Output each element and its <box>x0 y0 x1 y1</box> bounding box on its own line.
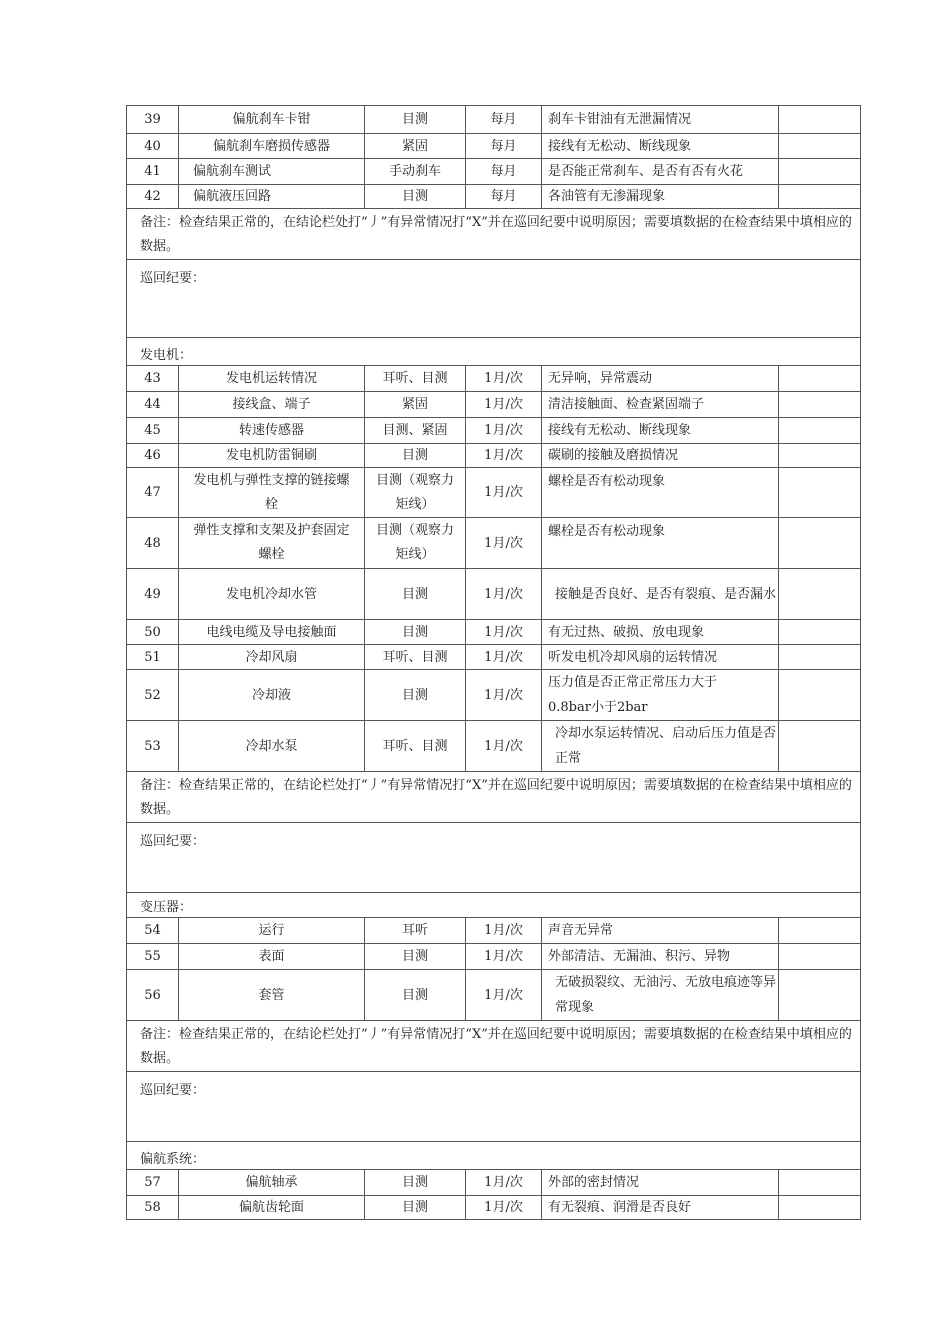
check-cycle: 1月/次 <box>466 1170 542 1196</box>
inspection-table <box>126 105 861 1220</box>
summary-row <box>127 823 861 893</box>
conclusion-cell[interactable] <box>779 444 861 468</box>
check-cycle: 1月/次 <box>466 721 542 772</box>
row-number: 43 <box>127 366 179 392</box>
conclusion-cell[interactable] <box>779 468 861 518</box>
check-cycle: 1月/次 <box>466 918 542 944</box>
section-title: 变压器： <box>127 893 861 918</box>
check-method: 耳听 <box>365 918 466 944</box>
summary-field[interactable] <box>127 1072 861 1142</box>
check-content: 刹车卡钳油有无泄漏情况 <box>542 106 779 134</box>
conclusion-cell[interactable] <box>779 185 861 209</box>
table-row <box>127 159 861 185</box>
check-cycle: 1月/次 <box>466 518 542 569</box>
check-cycle: 1月/次 <box>466 444 542 468</box>
row-number: 45 <box>127 418 179 444</box>
conclusion-cell[interactable] <box>779 106 861 134</box>
item-name: 转速传感器 <box>179 418 365 444</box>
summary-label: 巡回纪要： <box>140 271 206 286</box>
check-content: 无破损裂纹、无油污、无放电痕迹等异常现象 <box>542 970 779 1021</box>
summary-row <box>127 260 861 338</box>
row-number: 40 <box>127 134 179 159</box>
item-name: 发电机与弹性支撑的链接螺栓 <box>179 468 365 518</box>
check-cycle: 1月/次 <box>466 392 542 418</box>
section-header-row <box>127 1142 861 1170</box>
check-cycle: 1月/次 <box>466 418 542 444</box>
table-row <box>127 1196 861 1220</box>
conclusion-cell[interactable] <box>779 970 861 1021</box>
conclusion-cell[interactable] <box>779 134 861 159</box>
check-method: 耳听、目测 <box>365 645 466 670</box>
check-method: 手动刹车 <box>365 159 466 185</box>
row-number: 47 <box>127 468 179 518</box>
check-method: 紧固 <box>365 134 466 159</box>
section-title: 偏航系统： <box>127 1142 861 1170</box>
table-row <box>127 944 861 970</box>
table-row <box>127 468 861 518</box>
conclusion-cell[interactable] <box>779 944 861 970</box>
row-number: 48 <box>127 518 179 569</box>
summary-field[interactable] <box>127 260 861 338</box>
conclusion-cell[interactable] <box>779 366 861 392</box>
note-text: 备注：检查结果正常的，在结论栏处打“丿”有异常情况打“X”并在巡回纪要中说明原因；需要填数据的在检查结果中填相应的数据。 <box>127 772 861 823</box>
check-method: 目测 <box>365 944 466 970</box>
table-row <box>127 392 861 418</box>
check-method: 耳听、目测 <box>365 366 466 392</box>
conclusion-cell[interactable] <box>779 418 861 444</box>
table-row <box>127 645 861 670</box>
check-content: 接线有无松动、断线现象 <box>542 418 779 444</box>
check-cycle: 1月/次 <box>466 620 542 645</box>
check-content: 各油管有无渗漏现象 <box>542 185 779 209</box>
table-row <box>127 569 861 620</box>
table-row <box>127 418 861 444</box>
row-number: 46 <box>127 444 179 468</box>
check-content: 碳刷的接触及磨损情况 <box>542 444 779 468</box>
row-number: 54 <box>127 918 179 944</box>
row-number: 53 <box>127 721 179 772</box>
check-content: 有无过热、破损、放电现象 <box>542 620 779 645</box>
check-method: 目测 <box>365 1196 466 1220</box>
row-number: 39 <box>127 106 179 134</box>
row-number: 52 <box>127 670 179 721</box>
item-name: 偏航齿轮面 <box>179 1196 365 1220</box>
check-cycle: 1月/次 <box>466 970 542 1021</box>
item-name: 发电机冷却水管 <box>179 569 365 620</box>
summary-label: 巡回纪要： <box>140 1083 206 1098</box>
item-name: 冷却水泵 <box>179 721 365 772</box>
check-content: 外部清洁、无漏油、积污、异物 <box>542 944 779 970</box>
note-row <box>127 1021 861 1072</box>
summary-row <box>127 1072 861 1142</box>
check-cycle: 每月 <box>466 185 542 209</box>
section-header-row <box>127 893 861 918</box>
item-name: 发电机运转情况 <box>179 366 365 392</box>
table-row <box>127 721 861 772</box>
item-name: 接线盒、端子 <box>179 392 365 418</box>
conclusion-cell[interactable] <box>779 159 861 185</box>
item-name: 冷却风扇 <box>179 645 365 670</box>
item-name: 偏航轴承 <box>179 1170 365 1196</box>
check-method: 目测（观察力矩线） <box>365 518 466 569</box>
row-number: 41 <box>127 159 179 185</box>
summary-field[interactable] <box>127 823 861 893</box>
row-number: 51 <box>127 645 179 670</box>
check-method: 目测（观察力矩线） <box>365 468 466 518</box>
row-number: 49 <box>127 569 179 620</box>
check-cycle: 每月 <box>466 106 542 134</box>
row-number: 44 <box>127 392 179 418</box>
conclusion-cell[interactable] <box>779 670 861 721</box>
check-method: 目测 <box>365 444 466 468</box>
table-row <box>127 366 861 392</box>
conclusion-cell[interactable] <box>779 620 861 645</box>
table-row <box>127 134 861 159</box>
check-method: 目测 <box>365 106 466 134</box>
note-text: 备注：检查结果正常的，在结论栏处打“丿”有异常情况打“X”并在巡回纪要中说明原因；需要填数据的在检查结果中填相应的数据。 <box>127 209 861 260</box>
check-method: 目测 <box>365 569 466 620</box>
check-method: 目测、紧固 <box>365 418 466 444</box>
table-row <box>127 185 861 209</box>
check-cycle: 1月/次 <box>466 366 542 392</box>
row-number: 58 <box>127 1196 179 1220</box>
table-row <box>127 918 861 944</box>
conclusion-cell[interactable] <box>779 645 861 670</box>
check-cycle: 1月/次 <box>466 670 542 721</box>
check-cycle: 1月/次 <box>466 944 542 970</box>
item-name: 偏航液压回路 <box>179 185 365 209</box>
conclusion-cell[interactable] <box>779 518 861 569</box>
table-row <box>127 1170 861 1196</box>
row-number: 56 <box>127 970 179 1021</box>
check-method: 目测 <box>365 670 466 721</box>
table-row <box>127 518 861 569</box>
note-row <box>127 209 861 260</box>
section-header-row <box>127 338 861 366</box>
item-name: 电线电缆及导电接触面 <box>179 620 365 645</box>
note-text: 备注：检查结果正常的，在结论栏处打“丿”有异常情况打“X”并在巡回纪要中说明原因；需要填数据的在检查结果中填相应的数据。 <box>127 1021 861 1072</box>
check-method: 紧固 <box>365 392 466 418</box>
check-content: 无异响，异常震动 <box>542 366 779 392</box>
check-cycle: 1月/次 <box>466 468 542 518</box>
check-cycle: 每月 <box>466 134 542 159</box>
check-method: 目测 <box>365 1170 466 1196</box>
row-number: 57 <box>127 1170 179 1196</box>
note-row <box>127 772 861 823</box>
conclusion-cell[interactable] <box>779 569 861 620</box>
check-cycle: 每月 <box>466 159 542 185</box>
check-method: 目测 <box>365 185 466 209</box>
item-name: 偏航刹车测试 <box>179 159 365 185</box>
check-content: 声音无异常 <box>542 918 779 944</box>
check-method: 耳听、目测 <box>365 721 466 772</box>
check-content: 压力值是否正常正常压力大于0.8bar小于2bar <box>542 670 779 721</box>
check-content: 有无裂痕、润滑是否良好 <box>542 1196 779 1220</box>
check-content: 清洁接触面、检查紧固端子 <box>542 392 779 418</box>
item-name: 运行 <box>179 918 365 944</box>
table-row <box>127 444 861 468</box>
check-content: 接触是否良好、是否有裂痕、是否漏水 <box>542 569 779 620</box>
item-name: 弹性支撑和支架及护套固定螺栓 <box>179 518 365 569</box>
row-number: 55 <box>127 944 179 970</box>
check-method: 目测 <box>365 620 466 645</box>
item-name: 冷却液 <box>179 670 365 721</box>
section-title: 发电机： <box>127 338 861 366</box>
item-name: 偏航刹车磨损传感器 <box>179 134 365 159</box>
table-row <box>127 620 861 645</box>
conclusion-cell[interactable] <box>779 392 861 418</box>
conclusion-cell[interactable] <box>779 1196 861 1220</box>
check-content: 冷却水泵运转情况、启动后压力值是否正常 <box>542 721 779 772</box>
check-content: 螺栓是否有松动现象 <box>542 518 779 569</box>
summary-label: 巡回纪要： <box>140 834 206 849</box>
check-content: 是否能正常刹车、是否有否有火花 <box>542 159 779 185</box>
conclusion-cell[interactable] <box>779 1170 861 1196</box>
check-cycle: 1月/次 <box>466 645 542 670</box>
item-name: 偏航刹车卡钳 <box>179 106 365 134</box>
table-row <box>127 970 861 1021</box>
conclusion-cell[interactable] <box>779 918 861 944</box>
check-content: 接线有无松动、断线现象 <box>542 134 779 159</box>
conclusion-cell[interactable] <box>779 721 861 772</box>
row-number: 50 <box>127 620 179 645</box>
table-row <box>127 106 861 134</box>
table-row <box>127 670 861 721</box>
item-name: 套管 <box>179 970 365 1021</box>
check-content: 螺栓是否有松动现象 <box>542 468 779 518</box>
check-method: 目测 <box>365 970 466 1021</box>
check-cycle: 1月/次 <box>466 1196 542 1220</box>
check-cycle: 1月/次 <box>466 569 542 620</box>
row-number: 42 <box>127 185 179 209</box>
check-content: 听发电机冷却风扇的运转情况 <box>542 645 779 670</box>
check-content: 外部的密封情况 <box>542 1170 779 1196</box>
item-name: 发电机防雷铜刷 <box>179 444 365 468</box>
item-name: 表面 <box>179 944 365 970</box>
